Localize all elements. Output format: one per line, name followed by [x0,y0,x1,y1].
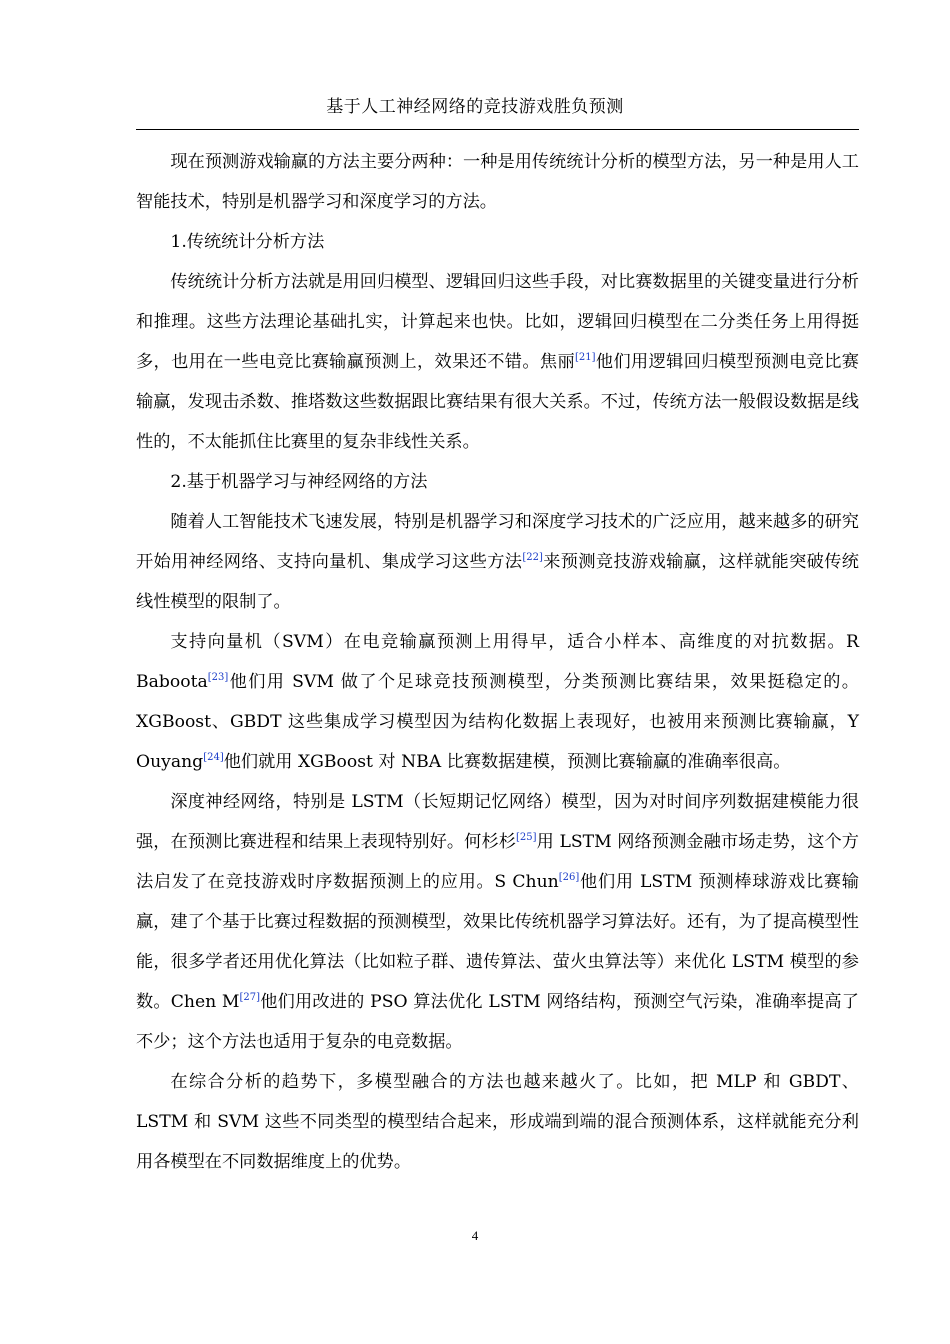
citation-25[interactable]: [25] [516,832,537,843]
paragraph-svm-xgboost [136,622,859,782]
citation-23[interactable]: [23] [207,672,229,683]
text-segment: 他们用逻辑回归模型预测电竞比赛输赢，发现击杀数、推塔数这些数据跟比赛结果有很大关系。不过，传统方法一般假设数据是线性的，不太能抓住比赛里的复杂非线性关系。 [136,352,859,452]
text-segment: 他们用 SVM 做了个足球竞技预测模型，分类预测比赛结果，效果挺稳定的。XGBoost、GBDT 这些集成学习模型因为结构化数据上表现好，也被用来预测比赛输赢，Y Ouyang [136,672,859,772]
citation-27[interactable]: [27] [239,992,261,1003]
text-segment: 传统统计分析方法就是用回归模型、逻辑回归这些手段，对比赛数据里的关键变量进行分析和推理。这些方法理论基础扎实，计算起来也快。比如，逻辑回归模型在二分类任务上用得挺多，也用在一些电竞比赛输赢预测上，效果还不错。焦丽 [136,272,859,372]
header-rule [136,129,859,130]
page-number: 4 [471,1228,479,1243]
section-heading-ml: 2.基于机器学习与神经网络的方法 [170,472,428,492]
text-segment: 他们用 LSTM 预测棒球游戏比赛输赢，建了个基于比赛过程数据的预测模型，效果比传统机器学习算法好。还有，为了提高模型性能，很多学者还用优化算法（比如粒子群、遗传算法、萤火虫算法等）来优化 LSTM 模型的参数。Chen M [136,872,859,1012]
citation-26[interactable]: [26] [558,872,580,883]
citation-24[interactable]: [24] [203,752,224,763]
text-segment: 他们用改进的 PSO 算法优化 LSTM 网络结构，预测空气污染，准确率提高了不少；这个方法也适用于复杂的电竞数据。 [136,992,859,1052]
paragraph-fusion: 在综合分析的趋势下，多模型融合的方法也越来越火了。比如，把 MLP 和 GBDT、LSTM 和 SVM 这些不同类型的模型结合起来，形成端到端的混合预测体系，这样就能充分利用各模型在不同数据维度上的优势。 [136,1072,859,1172]
section-heading-traditional: 1.传统统计分析方法 [170,232,325,252]
paragraph-ml-overview [136,502,859,622]
paragraph-intro: 现在预测游戏输赢的方法主要分两种：一种是用传统统计分析的模型方法，另一种是用人工智能技术，特别是机器学习和深度学习的方法。 [136,152,859,212]
running-header-title: 基于人工神经网络的竞技游戏胜负预测 [326,97,624,117]
text-segment: 用 LSTM 网络预测金融市场走势，这个方法启发了在竞技游戏时序数据预测上的应用。S Chun [136,832,859,892]
text-segment: 支持向量机（SVM）在电竞输赢预测上用得早，适合小样本、高维度的对抗数据。R Baboota [136,632,859,692]
text-segment: 随着人工智能技术飞速发展，特别是机器学习和深度学习技术的广泛应用，越来越多的研究开始用神经网络、支持向量机、集成学习这些方法 [136,512,859,572]
text-segment: 他们就用 XGBoost 对 NBA 比赛数据建模，预测比赛输赢的准确率很高。 [223,752,791,772]
paragraph-lstm [136,782,859,1062]
body-text [136,142,859,1182]
text-segment: 来预测竞技游戏输赢，这样就能突破传统线性模型的限制了。 [136,552,859,612]
citation-21[interactable]: [21] [575,352,596,363]
citation-22[interactable]: [22] [522,552,543,563]
paragraph-traditional [136,262,859,462]
text-segment: 深度神经网络，特别是 LSTM（长短期记忆网络）模型，因为对时间序列数据建模能力很强，在预测比赛进程和结果上表现特别好。何杉杉 [136,792,859,852]
